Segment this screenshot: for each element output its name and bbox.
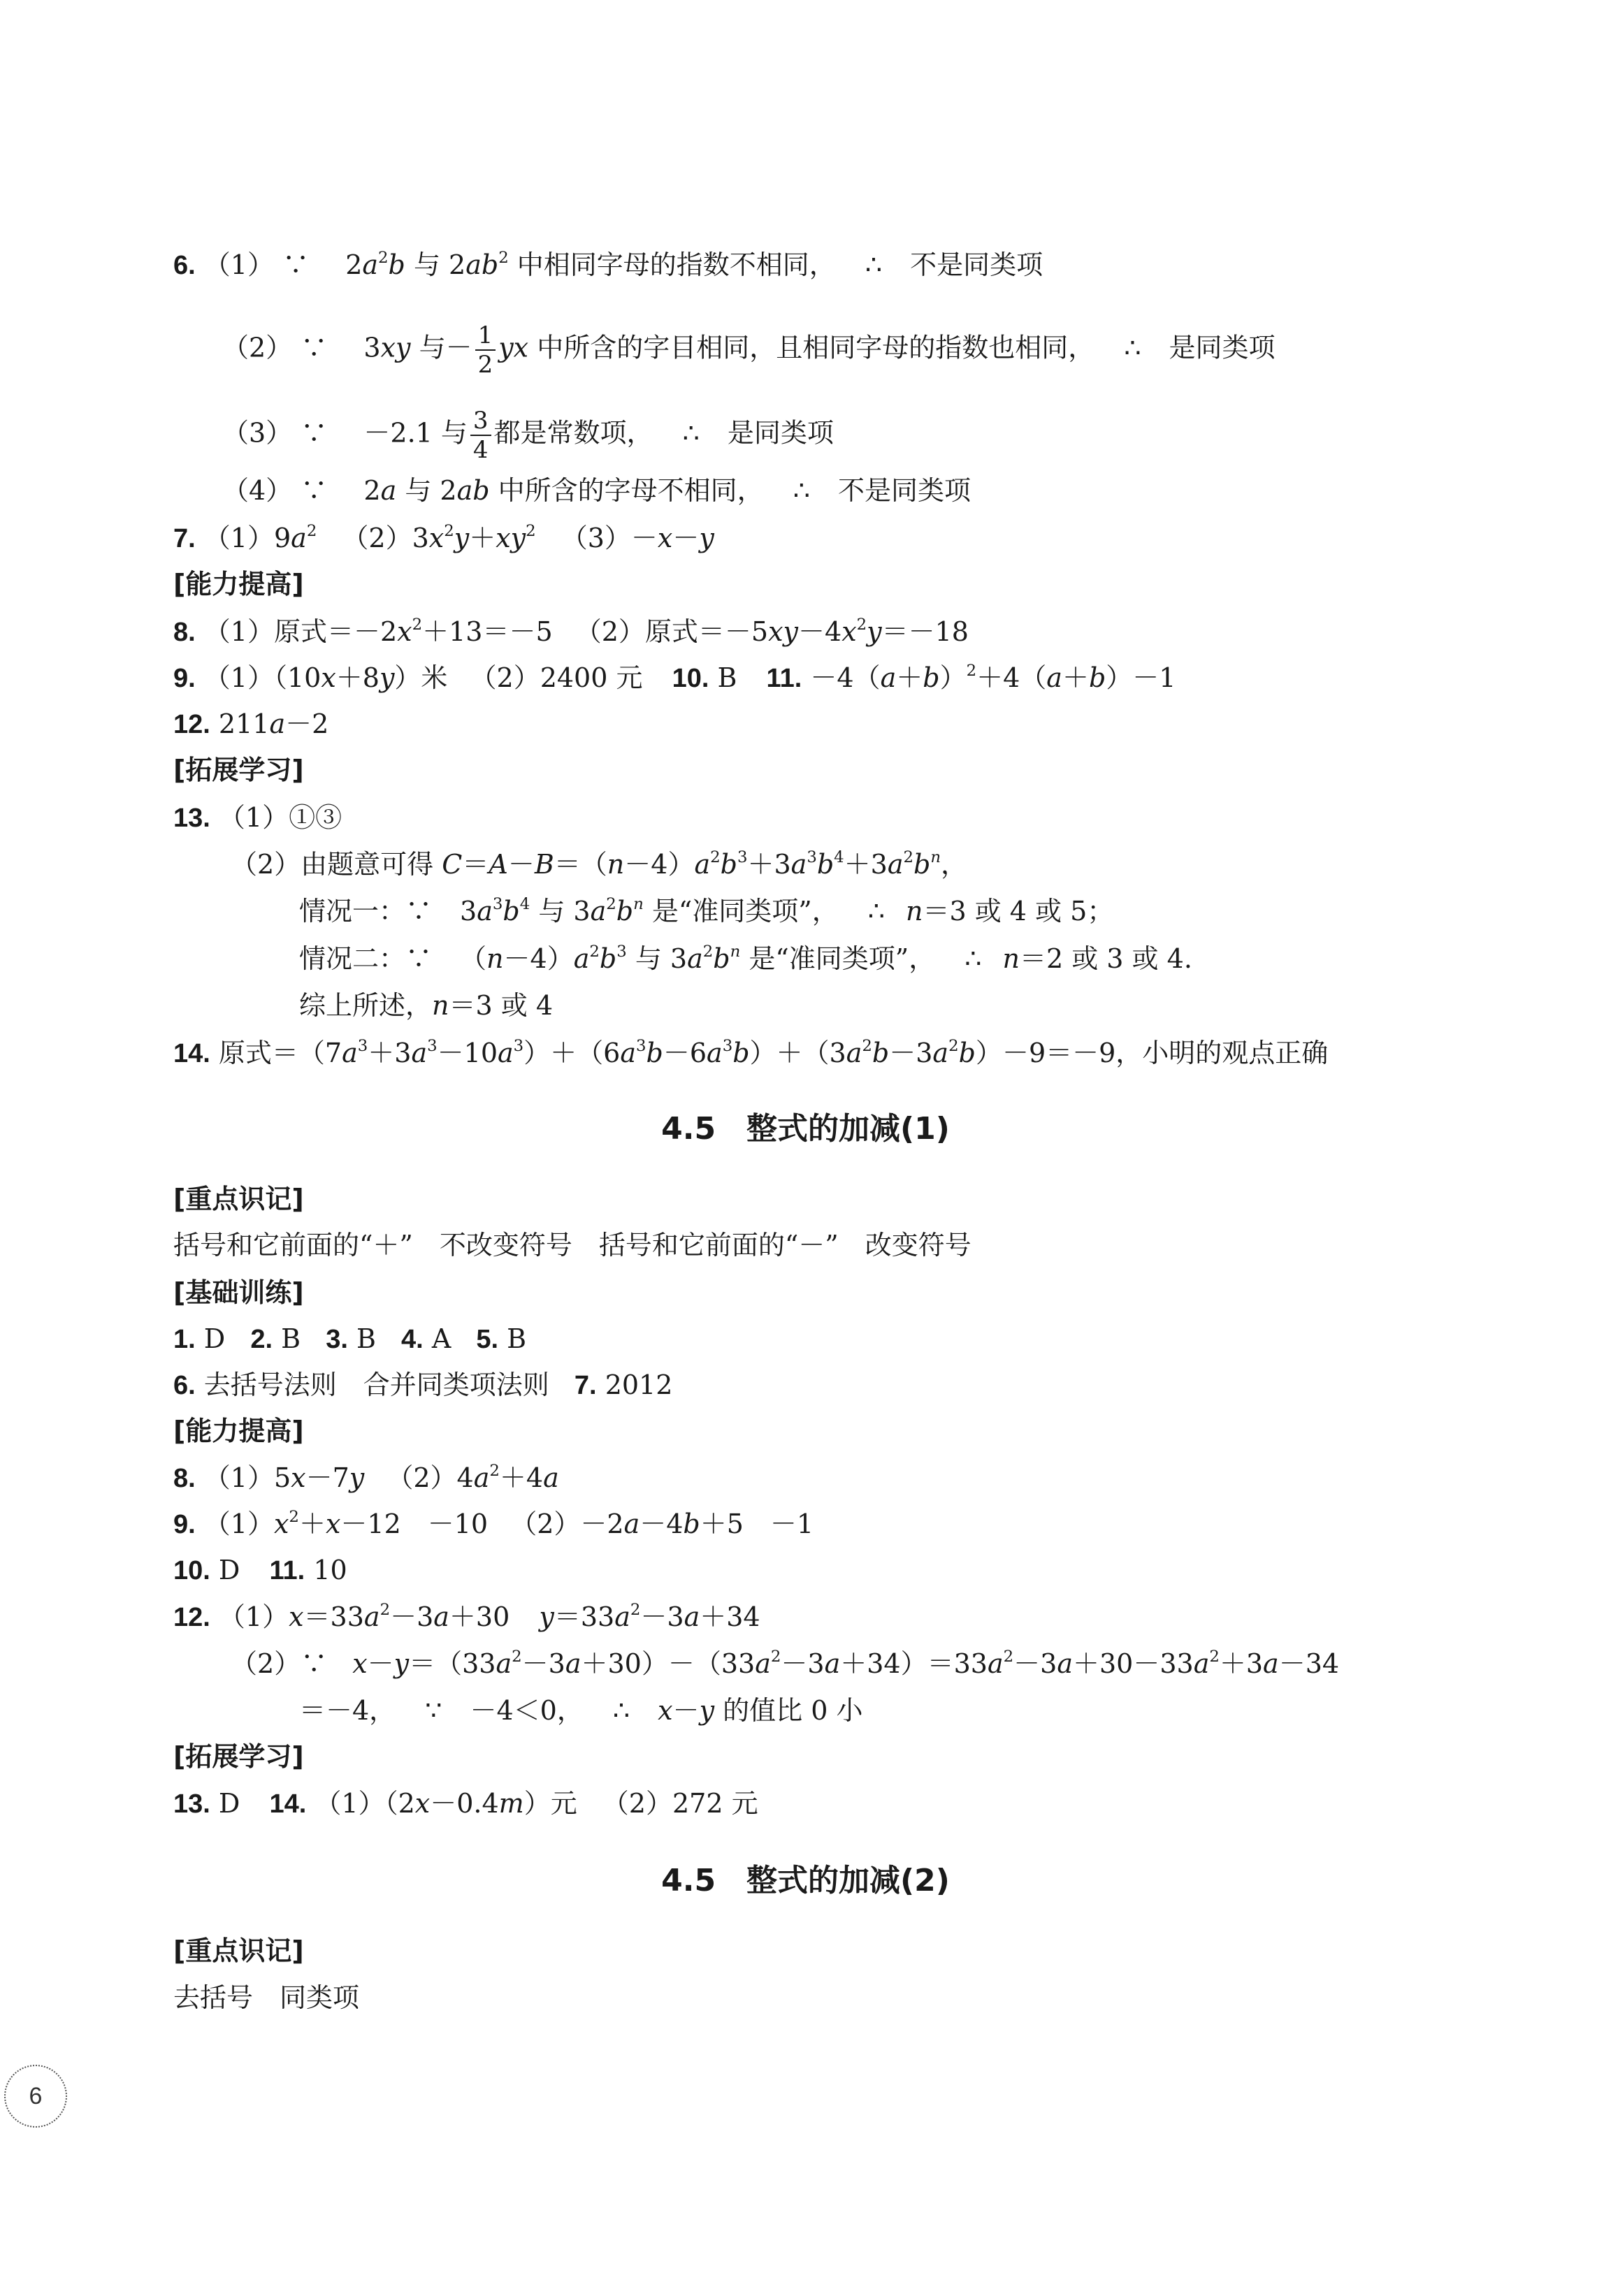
c12-part2-cont: ＝－4， ∵ －4＜0， ∴ x－y 的值比 0 小 [299, 1695, 863, 1726]
q8: 8. （1）原式$=-2x^2+13=-5$ （2）原式$=-5xy-4x^2y=-18$ [173, 616, 969, 647]
c9: 9. $(1)x^2+x-12$ －10 （2）－2a－4b＋5 －1 [173, 1508, 814, 1539]
q6-part1: 6. （1） ∵ $2a^2b$ 与 $2ab^2$ 中相同字母的指数不相同， ∴ 不是同类项 [173, 249, 1043, 280]
q13-part2: （2）由题意可得 $C=A-B=(n-4)a^2b^3+3a^3b^4+3a^2b^n$， [231, 848, 968, 880]
q12: 12. 211a－2 [173, 709, 329, 739]
basic-answers-1-5: 1. D 2. B 3. B 4. A 5. B [173, 1323, 527, 1354]
section-key-1: [重点识记] [173, 1184, 304, 1214]
q6-part3: （3） ∵ －2.1 与 $\frac{3}{4}$ 都是常数项， ∴ 是同类项 [222, 407, 834, 464]
q6-part2: （2） ∵ 3xy 与－ $\frac{1}{2}$ yx 中所含的字目相同，且相同字母的指数也相同， ∴ 是同类项 [222, 321, 1276, 379]
section-heading-4-5-2: 4.5 整式的加减(2) [661, 1863, 950, 1898]
q13-part1: 13. （1）①③ [173, 802, 342, 833]
page-number: 6 [4, 2065, 67, 2128]
key-points-2: 去括号 同类项 [173, 1982, 360, 2013]
c10-c11: 10. D 11. 10 [173, 1555, 347, 1585]
section-key-2: [重点识记] [173, 1935, 304, 1966]
q6-number: 6. [173, 251, 196, 280]
c13-c14: 13. D 14. （1）（2x－0.4m）元 （2）272 元 [173, 1788, 758, 1819]
q6-part4: （4） ∵ 2a 与 2ab 中所含的字母不相同， ∴ 不是同类项 [222, 475, 971, 506]
c12-part1: 12. $(1)x=33a^2-3a+30$ $y=33a^2-3a+34$ [173, 1601, 760, 1632]
key-points-1: 括号和它前面的“＋” 不改变符号 括号和它前面的“－” 改变符号 [173, 1230, 971, 1260]
section-basic-1: [基础训练] [173, 1277, 304, 1308]
section-ability-1: [能力提高] [173, 569, 304, 600]
section-expand-2: [拓展学习] [173, 1741, 304, 1772]
q13-summary: 综上所述，n＝3 或 4 [299, 990, 554, 1021]
c12-part2: （2）∵ $x-y=(33a^2-3a+30)-(33a^2-3a+34)=33a^2-3a+30-33a^2+3a-34$ [231, 1648, 1340, 1679]
section-ability-2: [能力提高] [173, 1416, 304, 1446]
basic-answers-6-7: 6. 去括号法则 合并同类项法则 7. 2012 [173, 1369, 673, 1400]
q14: 14. 原式$=(7a^3+3a^3-10a^3)+(6a^3b-6a^3b)+(3a^2b-3a^2b)-9=-9$，小明的观点正确 [173, 1037, 1329, 1068]
fraction-three-quarters: $\frac{3}{4}$ [470, 407, 491, 464]
q9-q10-q11: 9. （1）（10x＋8y）米 （2）2400 元 10. B 11. $-4(a+b)^2+4(a+b)-1$ [173, 662, 1176, 693]
q13-case2: 情况二：∵ $(n-4)a^2b^3$ 与 $3a^2b^n$ 是“准同类项”， ∴ n＝2 或 3 或 4. [299, 943, 1192, 974]
c8: 8. （1）5x－7y $(2)4a^2+4a$ [173, 1462, 559, 1493]
section-expand-1: [拓展学习] [173, 755, 304, 785]
fraction-one-half: $\frac{1}{2}$ [475, 321, 496, 379]
q7: 7. $(1)9a^2$ $(2)3x^2y+xy^2$ （3）－x－y [173, 522, 714, 553]
section-heading-4-5-1: 4.5 整式的加减(1) [661, 1111, 950, 1147]
q13-case1: 情况一：∵ $3a^3b^4$ 与 $3a^2b^n$ 是“准同类项”， ∴ n＝3 或 4 或 5； [299, 895, 1114, 927]
